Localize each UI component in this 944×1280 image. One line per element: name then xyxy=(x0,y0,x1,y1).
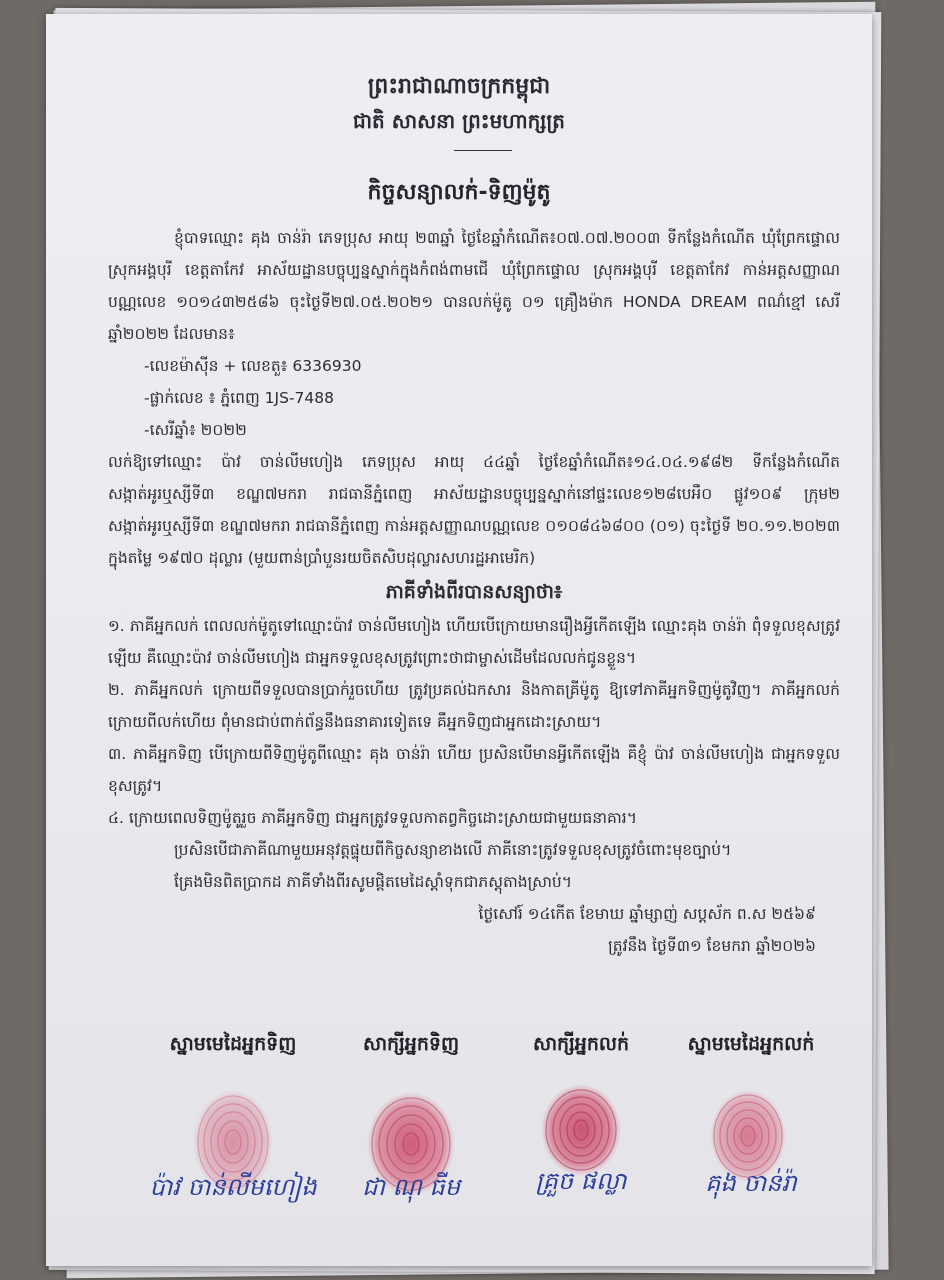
signature-row xyxy=(46,1032,872,1242)
contract-document xyxy=(46,14,872,1266)
buyer-thumbprint-block xyxy=(138,1032,328,1201)
buyer-paragraph: លក់ឱ្យទៅឈ្មោះ ប៉ាវ ចាន់លីមហៀង ភេទប្រុស អាយុ ៤៤ឆ្នាំ ថ្ងៃខែឆ្នាំកំណើត៖១៤.០៤.១៩៨២ ទីកន្លែងកំណើត សង្កាត់អូរឬស្សីទី៣ ខណ្ឌ៧មករា រាជធានីភ្នំពេញ អាស័យដ្ឋានបច្ចុប្បន្នស្នាក់នៅផ្ទះលេខ១២៨បេអឺ០ ផ្លូវ១០៩ ក្រុម២ សង្កាត់អូរឬស្សីទី៣ ខណ្ឌ៧មករា រាជធានីភ្នំពេញ កាន់អត្តសញ្ញាណបណ្ណលេខ ០១០៨៤៦៨០០ (០១) ចុះថ្ងៃទី ២០.១១.២០២៣ ក្នុងតម្លៃ ១៩៧០ ដុល្លារ (មួយពាន់ប្រាំបួនរយចិតសិបដុល្លារសហរដ្ឋអាមេរិក) xyxy=(108,453,840,567)
handwritten-name-seller: គុង ចាន់រ៉ា xyxy=(705,1169,797,1197)
sig-label-buyer-thumb: ស្នាមមេដៃអ្នកទិញ xyxy=(169,1033,297,1055)
vehicle-plate-number: -ផ្លាក់លេខ ៖ ភ្នំពេញ 1JS-7488 xyxy=(144,389,334,407)
seller-witness-block xyxy=(486,1032,676,1195)
contract-body xyxy=(108,222,840,962)
handwritten-name-buyer-witness: ជា ណុ ធីម xyxy=(362,1173,460,1201)
term-4: ៤. ក្រោយពេលទិញម៉ូតូរួច ភាគីអ្នកទិញ ជាអ្នកត្រូវទទួលកាតព្វកិច្ចដោះស្រាយជាមួយធនាគារ។ xyxy=(108,809,637,827)
closing-liability: ប្រសិនបើជាភាគីណាមួយអនុវត្តផ្ទុយពីកិច្ចសន្យាខាងលើ ភាគីនោះត្រូវទទួលខុសត្រូវចំពោះមុខច្បាប់។ xyxy=(174,841,732,859)
seller-thumbprint-block xyxy=(656,1032,846,1197)
closing-fingerprint: គ្រែងមិនពិតប្រាកដ ភាគីទាំងពីរសូមផ្តិតមេដៃស្តាំទុកជាភស្តុតាងស្រាប់។ xyxy=(174,873,572,891)
contract-title: កិច្ចសន្យាលក់-ទិញម៉ូតូ xyxy=(367,180,551,205)
solar-date: ត្រូវនឹង ថ្ងៃទី៣១ ខែមករា ឆ្នាំ២០២៦ xyxy=(608,937,816,955)
term-2: ២. ភាគីអ្នកលក់ ក្រោយពីទទួលបានប្រាក់រួចហើយ ត្រូវប្រគល់ឯកសារ និងកាតគ្រីម៉ូតូ ឱ្យទៅភាគីអ្នកទិញម៉ូតូវិញ។ ភាគីអ្នកលក់ ក្រោយពីលក់ហើយ ពុំមានជាប់ពាក់ព័ន្ធនឹងធនាគារទៀតទេ គឺអ្នកទិញជាអ្នកដោះស្រាយ។ xyxy=(108,681,840,731)
header-divider xyxy=(454,150,512,151)
term-3: ៣. ភាគីអ្នកទិញ បើក្រោយពីទិញម៉ូតូពីឈ្មោះ គុង ចាន់រ៉ា ហើយ ប្រសិនបើមានអ្វីកើតឡើង គឺខ្ញុំ ប៉ាវ ចាន់លីមហៀង ជាអ្នកទទួលខុសត្រូវ។ xyxy=(108,745,840,795)
term-1: ១. ភាគីអ្នកលក់ ពេលលក់ម៉ូតូទៅឈ្មោះប៉ាវ ចាន់លីមហៀង ហើយបើក្រោយមានរឿងអ្វីកើតឡើង ឈ្មោះគុង ចាន់រ៉ា ពុំទទួលខុសត្រូវឡើយ គឺឈ្មោះប៉ាវ ចាន់លីមហៀង ជាអ្នកទទួលខុសត្រូវព្រោះថាជាម្ចាស់ដើមដែលលក់ជូនខ្លួន។ xyxy=(108,617,840,667)
handwritten-name-buyer: ប៉ាវ ចាន់លីមហៀង xyxy=(149,1173,317,1201)
seller-paragraph: ខ្ញុំបាទឈ្មោះ គុង ចាន់រ៉ា ភេទប្រុស អាយុ ២៣ឆ្នាំ ថ្ងៃខែឆ្នាំកំណើត៖០៧.០៧.២០០៣ ទីកន្លែងកំណើត ឃុំព្រែកផ្ទោល ស្រុកអង្គបុរី ខេត្តតាកែវ អាស័យដ្ឋានបច្ចុប្បន្នស្នាក់ក្នុងកំពង់ពាមជើ ឃុំព្រែកផ្ទោល ស្រុកអង្គបុរី ខេត្តតាកែវ កាន់អត្តសញ្ញាណបណ្ណលេខ ១០១៤៣២៥៨៦ ចុះថ្ងៃទី២៧.០៥.២០២១ បានលក់ម៉ូតូ ០១ គ្រឿងម៉ាក HONDA DREAM ពណ៌ខ្មៅ សេរីឆ្នាំ២០២២ ដែលមាន៖ xyxy=(108,229,840,343)
handwritten-name-seller-witness: គ្រួច ផល្លា xyxy=(535,1167,627,1195)
buyer-witness-block xyxy=(316,1032,506,1201)
vehicle-engine-number: -លេខម៉ាស៊ីន + លេខតួ៖ 6336930 xyxy=(144,357,362,375)
sig-label-buyer-witness: សាក្សីអ្នកទិញ xyxy=(362,1033,460,1055)
vehicle-model-year: -សេរីឆ្នាំ៖ ២០២២ xyxy=(144,421,247,439)
sig-label-seller-thumb: ស្នាមមេដៃអ្នកលក់ xyxy=(687,1033,815,1055)
parties-heading: ភាគីទាំងពីរបានសន្យាថា៖ xyxy=(385,581,563,603)
kingdom-heading: ព្រះរាជាណាចក្រកម្ពុជា xyxy=(367,74,551,99)
sig-label-seller-witness: សាក្សីអ្នកលក់ xyxy=(532,1033,630,1055)
national-motto: ជាតិ សាសនា ព្រះមហាក្សត្រ xyxy=(353,109,565,133)
lunar-date: ថ្ងៃសៅរ៍ ១៤កើត ខែមាឃ ឆ្នាំម្សាញ់ សប្តស័ក ព.ស ២៥៦៩ xyxy=(478,905,816,923)
